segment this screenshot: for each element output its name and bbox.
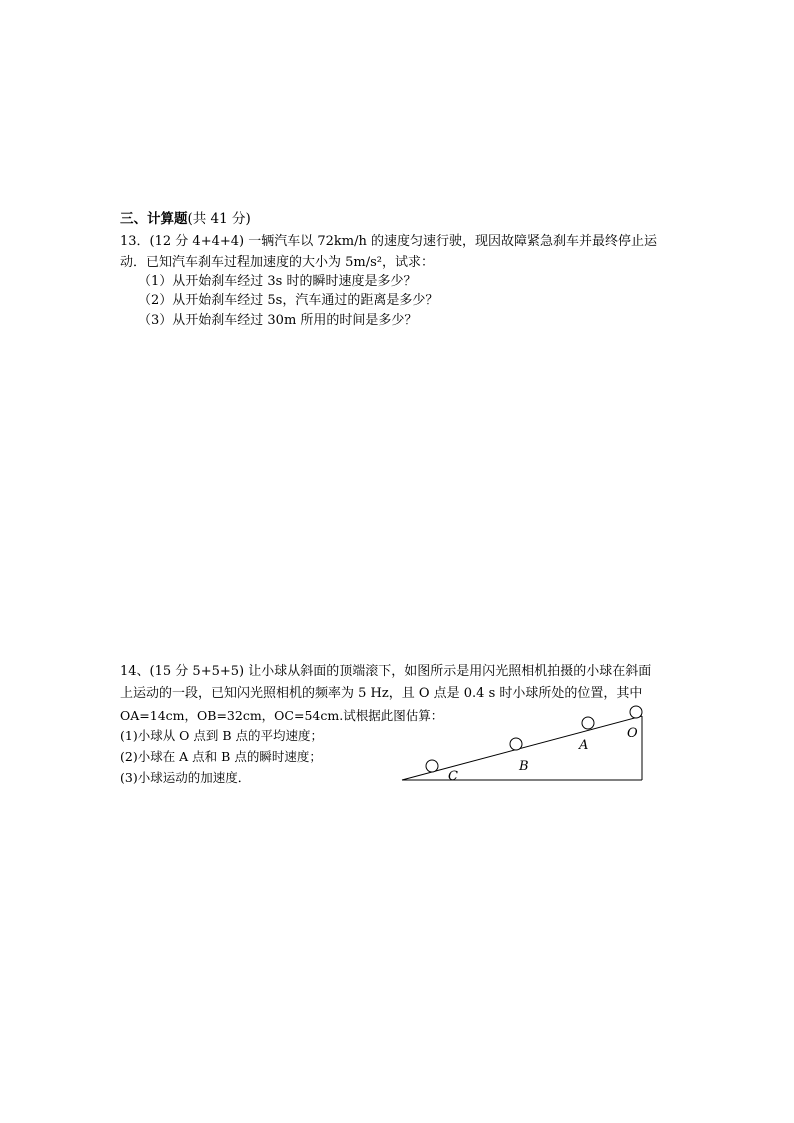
q13-subquestion-1: （1）从开始刹车经过 3s 时的瞬时速度是多少？ [138,274,417,289]
q13-subquestion-2: （2）从开始刹车经过 5s，汽车通过的距离是多少？ [138,293,439,308]
q13-line-1: 13．(12 分 4+4+4) 一辆汽车以 72km/h 的速度匀速行驶，现因故障紧急刹车并最终停止运 [120,234,657,249]
label-a: A [579,738,589,753]
q14-line-1: 14、(15 分 5+5+5) 让小球从斜面的顶端滚下，如图所示是用闪光照相机拍摄的小球在斜面 [120,664,652,679]
ball-b [510,738,522,750]
q14-subquestion-2: (2)小球在 A 点和 B 点的瞬时速度； [120,749,322,764]
label-b: B [519,759,529,774]
q14-line-2: 上运动的一段，已知闪光照相机的频率为 5 Hz，且 O 点是 0.4 s 时小球所处的位置，其中 [120,686,643,701]
q13-subquestion-3: （3）从开始刹车经过 30m 所用的时间是多少？ [138,313,418,328]
section-title: 三、计算题 [120,211,188,227]
q13-line-2: 动．已知汽车刹车过程加速度的大小为 5m/s²，试求： [120,255,434,270]
ball-a [582,717,594,729]
section-heading [120,209,251,229]
label-o: O [627,726,638,741]
ball-o [630,706,642,718]
q14-line-3: OA=14cm，OB=32cm，OC=54cm.试根据此图估算： [120,708,444,723]
q14-subquestion-1: (1)小球从 O 点到 B 点的平均速度； [120,728,324,743]
ball-c [426,760,438,772]
section-points: (共 41 分) [187,211,251,227]
label-c: C [448,769,458,784]
incline-diagram [396,700,651,790]
q14-subquestion-3: (3)小球运动的加速度． [120,770,251,785]
